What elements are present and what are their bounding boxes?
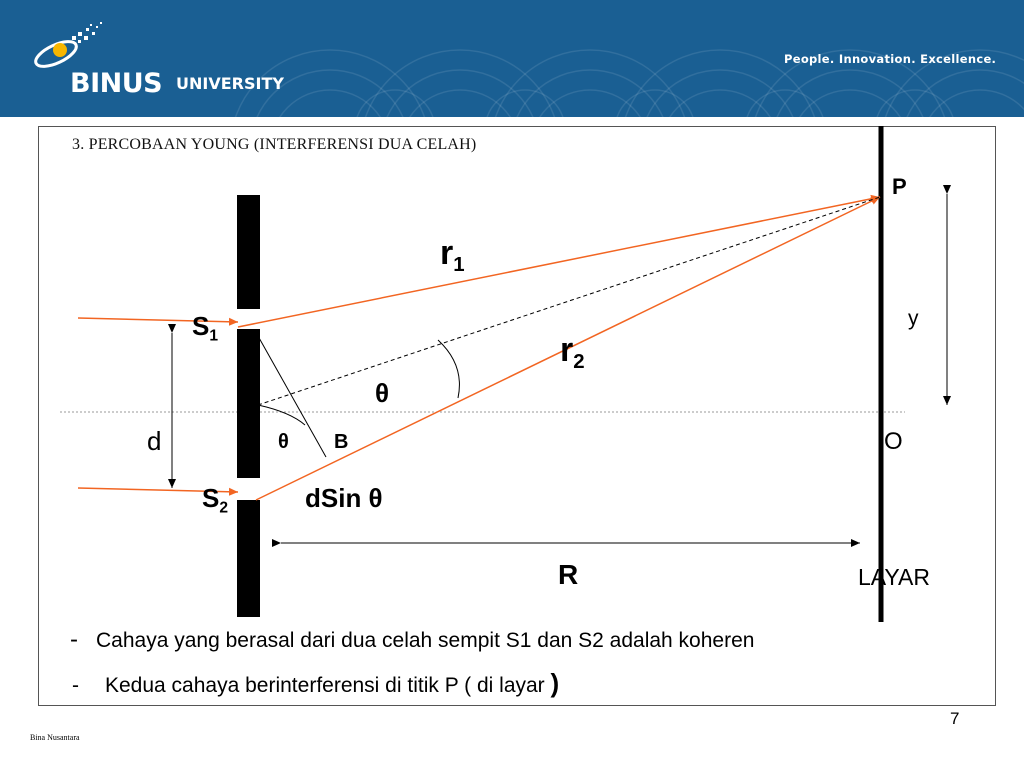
bullet-text: Cahaya yang berasal dari dua celah sempit S1 dan S2 adalah koheren — [96, 629, 755, 652]
page-number: 7 — [950, 709, 960, 728]
barrier-bottom — [237, 500, 260, 617]
center-to-p-dashed-line — [258, 197, 880, 408]
label-d: d — [147, 426, 162, 456]
bullet-dash: - — [70, 626, 78, 653]
footer-note: Bina Nusantara — [30, 733, 80, 742]
perpendicular-line — [258, 336, 326, 457]
bullet-dash: - — [72, 674, 79, 697]
logo-university: UNIVERSITY — [176, 74, 284, 93]
label-s2: $S_2$ — [202, 483, 229, 517]
bullet-1 — [70, 628, 754, 652]
label-y: y — [908, 307, 919, 330]
barrier-top — [237, 195, 260, 309]
label-r2: $r_2$ — [560, 331, 585, 374]
label-o: O — [884, 428, 903, 455]
label-b: B — [334, 431, 349, 453]
label-screen: LAYAR — [858, 564, 931, 590]
bullet-tail: ) — [550, 668, 560, 698]
large-angle-arc — [438, 340, 459, 398]
label-p: P — [892, 174, 907, 199]
label-theta-small: θ — [278, 431, 289, 453]
bullet-2 — [72, 670, 559, 696]
label-r1: $r_1$ — [440, 234, 465, 277]
label-dsin-theta: dSin θ — [305, 483, 383, 513]
tagline: People. Innovation. Excellence. — [784, 52, 997, 66]
slide-heading: 3. PERCOBAAN YOUNG (INTERFERENSI DUA CELAH) — [72, 136, 477, 153]
label-s1: $S_1$ — [192, 311, 219, 345]
label-theta-large: θ — [375, 378, 390, 408]
logo-wordmark: BINUS — [70, 68, 163, 99]
bullet-text: Kedua cahaya berinterferensi di titik P ( di layar — [105, 674, 551, 697]
label-r-distance: R — [558, 559, 579, 590]
ray-r1 — [238, 197, 880, 327]
barrier-middle — [237, 329, 260, 478]
